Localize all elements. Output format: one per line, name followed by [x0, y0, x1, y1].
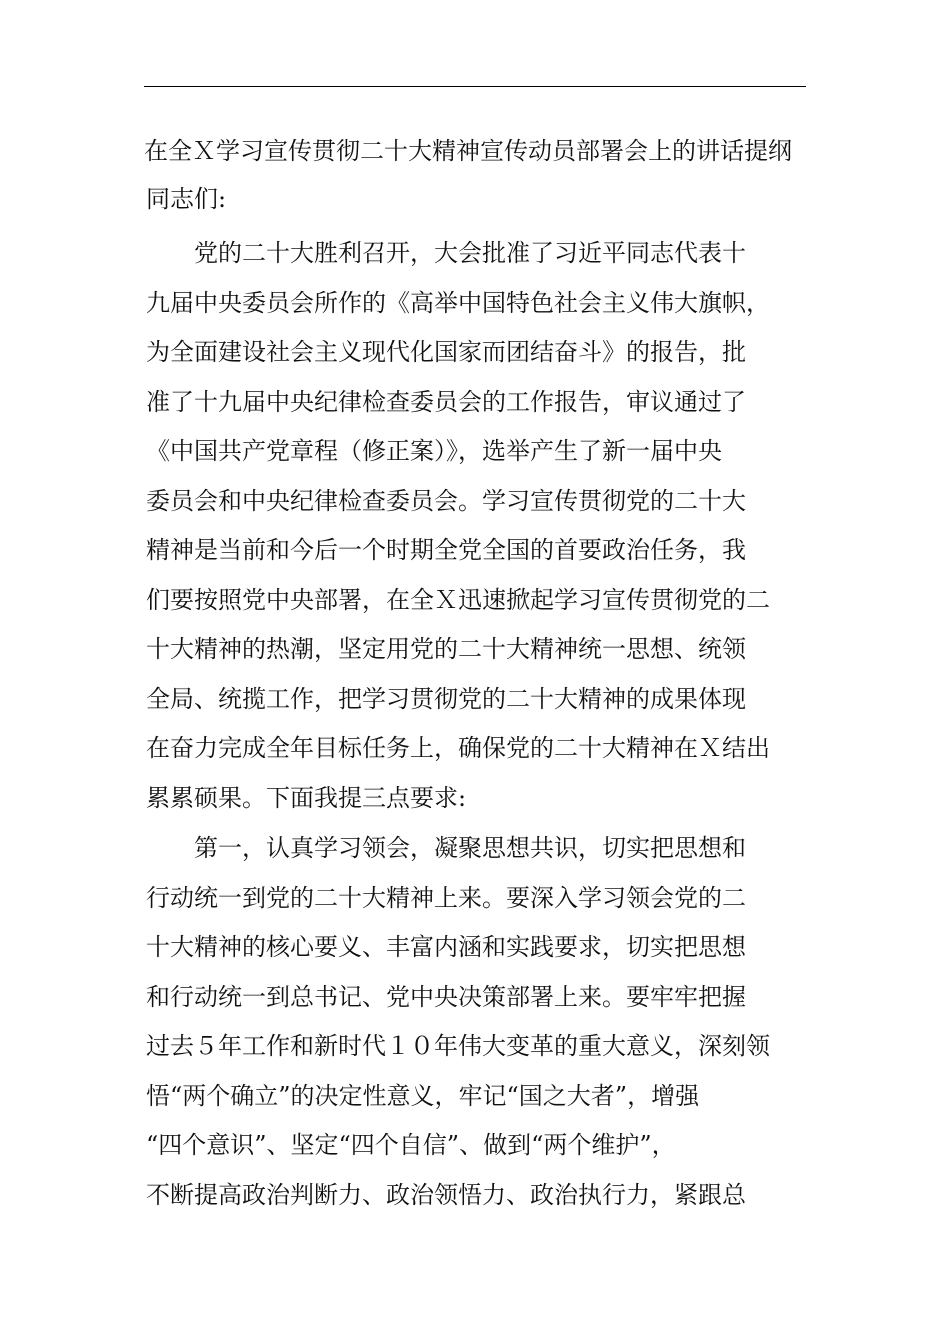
- text-line: 十大精神的核心要义、丰富内涵和实践要求，切实把思想: [146, 933, 746, 961]
- document-title: 在全Ｘ学习宣传贯彻二十大精神宣传动员部署会上的讲话提纲: [144, 137, 792, 165]
- text-line: 行动统一到党的二十大精神上来。要深入学习领会党的二: [146, 883, 746, 912]
- text-line: 精神是当前和今后一个时期全党全国的首要政治任务，我: [146, 536, 746, 564]
- text-line: 过去５年工作和新时代１０年伟大变革的重大意义，深刻领: [146, 1032, 770, 1060]
- text-line: 第一，认真学习领会，凝聚思想共识，切实把思想和: [146, 834, 746, 862]
- text-line: 十大精神的热潮，坚定用党的二十大精神统一思想、统领: [146, 635, 746, 663]
- text-line: 累累硕果。下面我提三点要求:: [146, 783, 467, 812]
- text-line: 委员会和中央纪律检查委员会。学习宣传贯彻党的二十大: [146, 486, 746, 515]
- header-rule: [144, 86, 806, 87]
- text-line: 为全面建设社会主义现代化国家而团结奋斗》的报告，批: [146, 338, 746, 366]
- text-line: 全局、统揽工作，把学习贯彻党的二十大精神的成果体现: [146, 684, 746, 713]
- text-line: 悟“两个确立”的决定性意义，牢记“国之大者”，增强: [146, 1081, 700, 1110]
- text-line: 不断提高政治判断力、政治领悟力、政治执行力，紧跟总: [146, 1180, 746, 1209]
- text-line: 们要按照党中央部署，在全Ｘ迅速掀起学习宣传贯彻党的二: [146, 585, 770, 614]
- text-line: 《中国共产党章程（修正案）》，选举产生了新一届中央: [146, 437, 722, 465]
- text-line: 九届中央委员会所作的《高举中国特色社会主义伟大旗帜，: [146, 288, 770, 317]
- salutation: 同志们:: [146, 185, 227, 213]
- text-line: 在奋力完成全年目标任务上，确保党的二十大精神在Ｘ结出: [146, 734, 770, 762]
- text-line: “四个意识”、坚定“四个自信”、做到“两个维护”，: [146, 1131, 676, 1159]
- text-line: 党的二十大胜利召开，大会批准了习近平同志代表十: [146, 239, 746, 267]
- paragraph-2: [146, 824, 770, 1220]
- paragraph-1: [146, 229, 770, 823]
- text-line: 准了十九届中央纪律检查委员会的工作报告，审议通过了: [146, 387, 746, 416]
- text-line: 和行动统一到总书记、党中央决策部署上来。要牢牢把握: [146, 982, 746, 1011]
